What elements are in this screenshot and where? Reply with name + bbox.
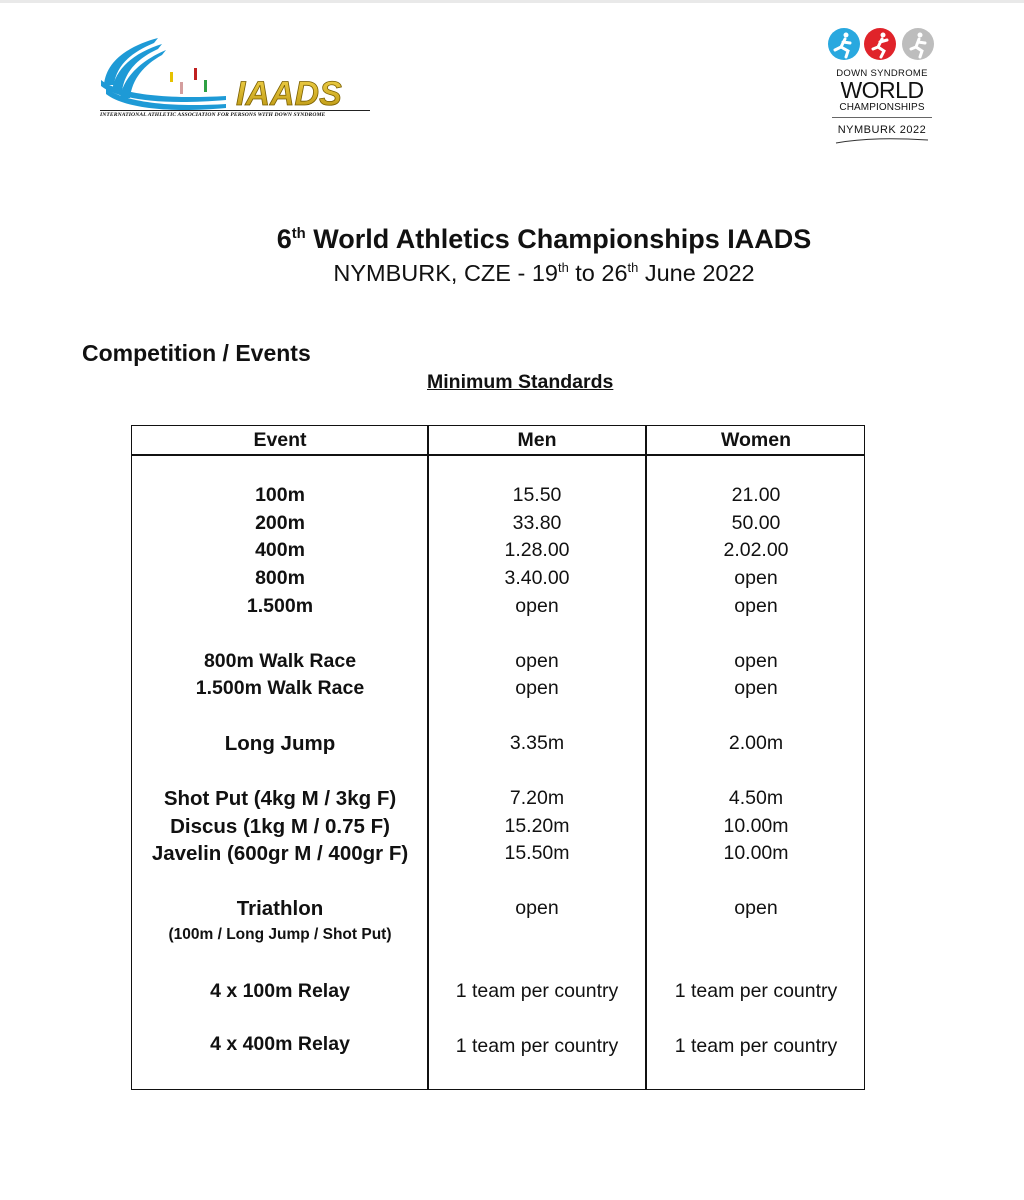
men-standard: 15.20m <box>504 815 570 837</box>
men-standard: open <box>515 595 559 617</box>
logo-line-1: DOWN SYNDROME <box>836 68 928 79</box>
men-standard: 1 team per country <box>455 1035 619 1057</box>
header-event: Event <box>253 429 307 451</box>
iaads-logo <box>96 30 376 122</box>
table-title: Minimum Standards <box>427 371 614 393</box>
men-standard: 3.35m <box>509 732 565 754</box>
event-name: Shot Put (4kg M / 3kg F) <box>163 787 397 810</box>
event-name: 1.500m <box>246 595 314 617</box>
men-standard: 3.40.00 <box>504 567 570 589</box>
women-standard: 10.00m <box>723 815 789 837</box>
men-standard: open <box>515 897 559 919</box>
swoosh-icon <box>834 138 930 144</box>
event-name: Triathlon <box>236 897 324 920</box>
men-standard: 7.20m <box>509 787 565 809</box>
logo-line-4: NYMBURK 2022 <box>837 124 927 136</box>
women-standard: open <box>734 677 778 699</box>
svg-text:IAADS: IAADS <box>236 75 342 113</box>
page-subtitle: NYMBURK, CZE - 19th to 26th June 2022 <box>333 260 755 286</box>
event-name: Javelin (600gr M / 400gr F) <box>151 842 409 865</box>
men-standard: 15.50 <box>512 484 562 506</box>
men-standard: 1 team per country <box>455 980 619 1002</box>
event-name: 4 x 400m Relay <box>210 1033 350 1055</box>
women-standard: open <box>734 650 778 672</box>
event-name: 100m <box>255 484 305 506</box>
logo-line-3: CHAMPIONSHIPS <box>832 102 932 118</box>
event-name: 400m <box>255 539 305 561</box>
championships-logo <box>826 26 938 162</box>
section-heading: Competition / Events <box>82 340 311 366</box>
women-standard: open <box>734 567 778 589</box>
women-standard: 10.00m <box>723 842 789 864</box>
men-standard: open <box>515 650 559 672</box>
top-border <box>0 0 1024 3</box>
standards-table <box>131 425 865 1090</box>
men-standard: 1.28.00 <box>504 539 570 561</box>
event-name: 800m Walk Race <box>203 650 357 672</box>
women-standard: 4.50m <box>728 787 784 809</box>
women-standard: 2.02.00 <box>723 539 789 561</box>
page-title: 6th World Athletics Championships IAADS <box>276 224 812 254</box>
women-standard: 50.00 <box>731 512 781 534</box>
header-women: Women <box>720 429 792 451</box>
women-standard: open <box>734 897 778 919</box>
event-name: 200m <box>255 512 305 534</box>
women-standard: 1 team per country <box>674 980 838 1002</box>
women-standard: 21.00 <box>731 484 781 506</box>
women-standard: open <box>734 595 778 617</box>
women-standard: 2.00m <box>728 732 784 754</box>
event-name: Long Jump <box>224 732 336 755</box>
event-name: 1.500m Walk Race <box>195 677 365 699</box>
track-swoosh-icon <box>96 30 376 122</box>
women-standard: 1 team per country <box>674 1035 838 1057</box>
men-standard: open <box>515 677 559 699</box>
men-standard: 33.80 <box>512 512 562 534</box>
event-name: 800m <box>255 567 305 589</box>
header-divider <box>132 454 864 456</box>
sport-icons <box>826 26 938 62</box>
header-men: Men <box>517 429 557 451</box>
logo-line-2: WORLD <box>840 77 924 103</box>
event-note: (100m / Long Jump / Shot Put) <box>168 926 392 943</box>
men-standard: 15.50m <box>504 842 570 864</box>
org-full-name: INTERNATIONAL ATHLETIC ASSOCIATION FOR PERSONS WITH DOWN SYNDROME <box>100 110 370 118</box>
event-name: Discus (1kg M / 0.75 F) <box>170 815 390 838</box>
event-name: 4 x 100m Relay <box>210 980 350 1002</box>
